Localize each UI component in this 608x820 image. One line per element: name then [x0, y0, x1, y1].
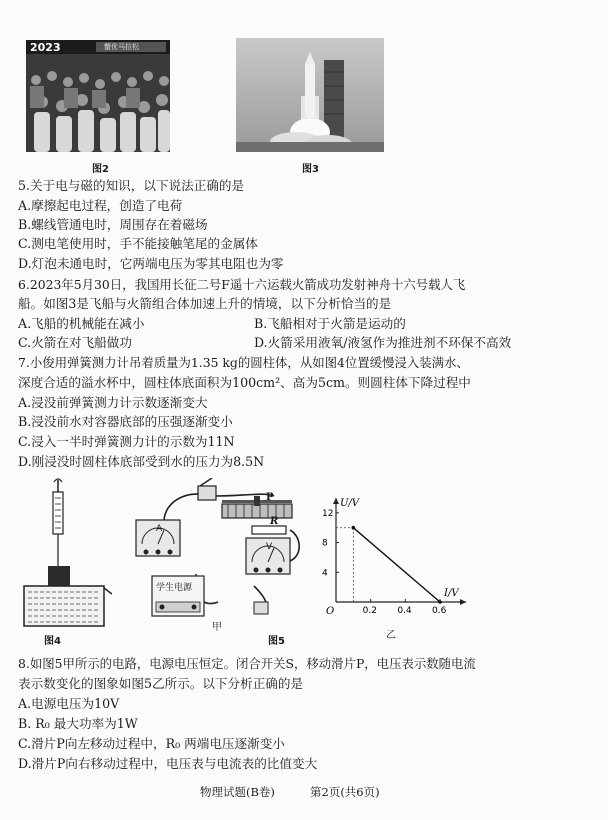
figure-5-sub-a: 甲: [212, 622, 222, 633]
q7-option-c: C.浸入一半时弹簧测力计的示数为11N: [18, 434, 235, 449]
slider-p-label: P: [266, 492, 274, 503]
x-axis-label: I/V: [444, 588, 459, 599]
q8-stem-line2: 表示数变化的图象如图5乙所示。以下分析正确的是: [18, 676, 304, 691]
resistor-r0: [252, 526, 286, 534]
figure-5-graph: [316, 494, 472, 622]
footer-page-number: 第2页(共6页): [310, 785, 380, 799]
x-tick-label: 0.2: [362, 606, 377, 616]
q7-stem-line2: 深度合适的溢水杯中，圆柱体底面积为100cm²、高为5cm。则圆柱体下降过程中: [18, 375, 471, 390]
q8-option-b: B. R₀ 最大功率为1W: [18, 716, 138, 731]
u-i-series-line: [353, 528, 440, 602]
y-tick-label: 12: [322, 508, 334, 519]
switch: [198, 486, 216, 500]
q6-option-b: B.飞船相对于火箭是运动的: [254, 316, 406, 331]
figure-3-caption: 图3: [302, 164, 319, 175]
q6-option-c: C.火箭在对飞船做功: [18, 335, 132, 350]
q5-option-b: B.螺线管通电时，周围存在着磁场: [18, 217, 208, 232]
photo-text-2023: 2023: [30, 41, 61, 54]
figure-2-caption: 图2: [92, 164, 109, 175]
figure-5-caption: 图5: [268, 636, 285, 647]
q6-option-d: D.火箭采用液氧/液氢作为推进剂不环保不高效: [254, 335, 512, 350]
y-axis-label: U/V: [340, 498, 360, 509]
data-point: [352, 526, 356, 530]
footer-title: 物理试题(B卷): [200, 785, 275, 799]
q8-option-a: A.电源电压为10V: [18, 696, 120, 711]
figure-5-circuit: [134, 478, 310, 626]
q7-option-d: D.刚浸没时圆柱体底部受到水的压力为8.5N: [18, 454, 265, 469]
marathon-crowd-image: [26, 40, 170, 152]
q5-option-a: A.摩擦起电过程，创造了电荷: [18, 198, 183, 213]
origin-label: O: [326, 606, 335, 617]
ammeter-label: A: [156, 524, 163, 534]
rheostat: [222, 504, 292, 518]
resistor-r-label: R: [270, 516, 279, 527]
power-supply-label: 学生电源: [156, 583, 193, 593]
q7-option-a: A.浸没前弹簧测力计示数逐渐变大: [18, 395, 208, 410]
q5-stem: 5.关于电与磁的知识，以下说法正确的是: [18, 178, 245, 193]
figure-4-diagram: [20, 478, 112, 630]
rocket-launch-image: [236, 38, 384, 152]
y-tick-label: 4: [322, 568, 328, 579]
q7-stem-line1: 7.小俊用弹簧测力计吊着质量为1.35 kg的圆柱体，从如图4位置缓慢浸入装满水、: [18, 355, 469, 370]
data-point: [438, 600, 442, 604]
y-tick-label: 8: [322, 538, 328, 549]
q8-option-c: C.滑片P向左移动过程中，R₀ 两端电压逐渐变小: [18, 736, 285, 751]
q7-option-b: B.浸没前水对容器底部的压强逐渐变小: [18, 414, 233, 429]
figure-5-sub-b: 乙: [386, 630, 396, 641]
q6-stem-line1: 6.2023年5月30日，我国用长征二号F遥十六运载火箭成功发射神舟十六号载人飞: [18, 277, 466, 292]
voltmeter-label: V: [266, 542, 273, 552]
q5-option-c: C.测电笔使用时，手不能接触笔尾的金属体: [18, 236, 258, 251]
q8-option-d: D.滑片P向右移动过程中，电压表与电流表的比值变大: [18, 756, 318, 771]
figure-2-photo: [26, 40, 170, 152]
photo-banner-text: 蟹优马拉松: [104, 43, 139, 51]
q6-option-a: A.飞船的机械能在减小: [18, 316, 145, 331]
x-tick-label: 0.6: [432, 606, 447, 616]
figure-4-caption: 图4: [44, 636, 61, 647]
q5-option-d: D.灯泡未通电时，它两端电压为零其电阻也为零: [18, 256, 284, 271]
figure-3-photo: [236, 38, 384, 152]
q6-stem-line2: 船。如图3是飞船与火箭组合体加速上升的情境，以下分析恰当的是: [18, 296, 392, 311]
q8-stem-line1: 8.如图5甲所示的电路，电源电压恒定。闭合开关S，移动滑片P，电压表示数随电流: [18, 656, 476, 671]
x-tick-label: 0.4: [397, 606, 412, 616]
